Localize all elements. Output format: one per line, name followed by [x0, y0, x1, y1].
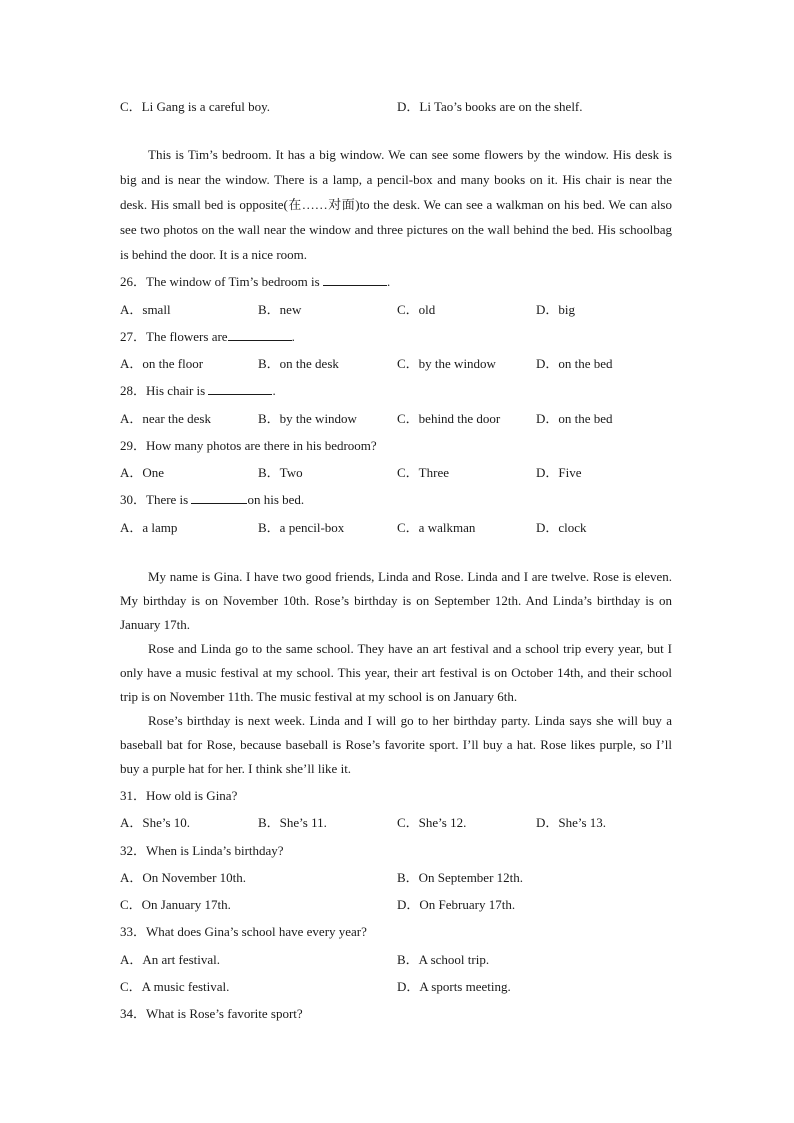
q30-option-a: A．a lamp [120, 520, 178, 535]
q33-option-c: C．A music festival. [120, 979, 230, 994]
passage-tim-bedroom: This is Tim’s bedroom. It has a big window. We can see some flowers by the window. His desk is big and is near the window. There is a lamp, a pencil-box and many books on it. His chair is near the desk. His small bed is opposite(在……对面)to the desk. We can see a walkman on his bed. We can also see two photos on the wall near the window and three pictures on the wall behind the bed. His schoolbag is behind the door. It is a nice room. [120, 147, 672, 262]
q32-option-b: B．On September 12th. [397, 870, 524, 885]
q33-option-a: A．An art festival. [120, 952, 221, 967]
q29-option-a: A．One [120, 465, 165, 480]
question-text: 30．There is [120, 492, 192, 507]
q28-option-b: B．by the window [258, 411, 357, 426]
passage-gina-paragraph-1: My name is Gina. I have two good friends, Linda and Rose. Linda and I are twelve. Rose is eleven. My birthday is on November 10th. Rose’s birthday is on September 12th. And Linda’s birthday is on January 17th. [120, 569, 672, 632]
question-text-end: . [291, 329, 295, 344]
q33-option-d: D．A sports meeting. [397, 979, 511, 994]
question-30 [120, 489, 304, 508]
question-text-end: on his bed. [247, 492, 305, 507]
answer-blank [191, 491, 247, 504]
q31-option-d: D．She’s 13. [536, 815, 607, 830]
q27-option-d: D．on the bed [536, 356, 613, 371]
answer-blank [228, 328, 292, 341]
question-33: 33．What does Gina’s school have every year? [120, 924, 367, 939]
question-29: 29．How many photos are there in his bedroom? [120, 438, 377, 453]
q32-option-d: D．On February 17th. [397, 897, 516, 912]
q27-option-b: B．on the desk [258, 356, 339, 371]
q32-option-c: C．On January 17th. [120, 897, 231, 912]
question-text: 26．The window of Tim’s bedroom is [120, 274, 323, 289]
q32-option-a: A．On November 10th. [120, 870, 247, 885]
q27-option-a: A．on the floor [120, 356, 204, 371]
q30-option-c: C．a walkman [397, 520, 476, 535]
option-d-prev: D．Li Tao’s books are on the shelf. [397, 99, 583, 114]
q29-option-c: C．Three [397, 465, 449, 480]
q30-option-d: D．clock [536, 520, 587, 535]
question-31: 31．How old is Gina? [120, 788, 238, 803]
question-text: 27．The flowers are [120, 329, 228, 344]
q29-option-b: B．Two [258, 465, 303, 480]
question-text-end: . [386, 274, 391, 289]
question-text-end: . [272, 383, 276, 398]
q26-option-a: A．small [120, 302, 171, 317]
q33-option-b: B．A school trip. [397, 952, 490, 967]
q26-option-b: B．new [258, 302, 302, 317]
passage-gina-paragraph-2: Rose and Linda go to the same school. They have an art festival and a school trip every year, but I only have a music festival at my school. This year, their art festival is on October 14th, and their school trip is on November 11th. The music festival at my school is on January 6th. [120, 641, 672, 704]
option-c-prev: C．Li Gang is a careful boy. [120, 99, 271, 114]
answer-blank [323, 273, 387, 286]
q26-option-d: D．big [536, 302, 576, 317]
question-32: 32．When is Linda’s birthday? [120, 843, 284, 858]
passage-gina-paragraph-3: Rose’s birthday is next week. Linda and I will go to her birthday party. Linda says she will buy a baseball bat for Rose, because baseball is Rose’s favorite sport. I’ll buy a hat. Rose likes purple, so I’ll buy a purple hat for her. I think she’ll like it. [120, 713, 672, 776]
q27-option-c: C．by the window [397, 356, 496, 371]
q30-option-b: B．a pencil-box [258, 520, 345, 535]
question-27 [120, 326, 295, 345]
answer-blank [208, 382, 272, 395]
question-28 [120, 380, 276, 399]
q29-option-d: D．Five [536, 465, 582, 480]
q28-option-d: D．on the bed [536, 411, 613, 426]
q28-option-a: A．near the desk [120, 411, 211, 426]
q31-option-b: B．She’s 11. [258, 815, 327, 830]
q28-option-c: C．behind the door [397, 411, 501, 426]
question-text: 28．His chair is [120, 383, 209, 398]
q31-option-c: C．She’s 12. [397, 815, 467, 830]
question-26 [120, 271, 390, 290]
question-34: 34．What is Rose’s favorite sport? [120, 1006, 303, 1021]
q31-option-a: A．She’s 10. [120, 815, 191, 830]
q26-option-c: C．old [397, 302, 436, 317]
